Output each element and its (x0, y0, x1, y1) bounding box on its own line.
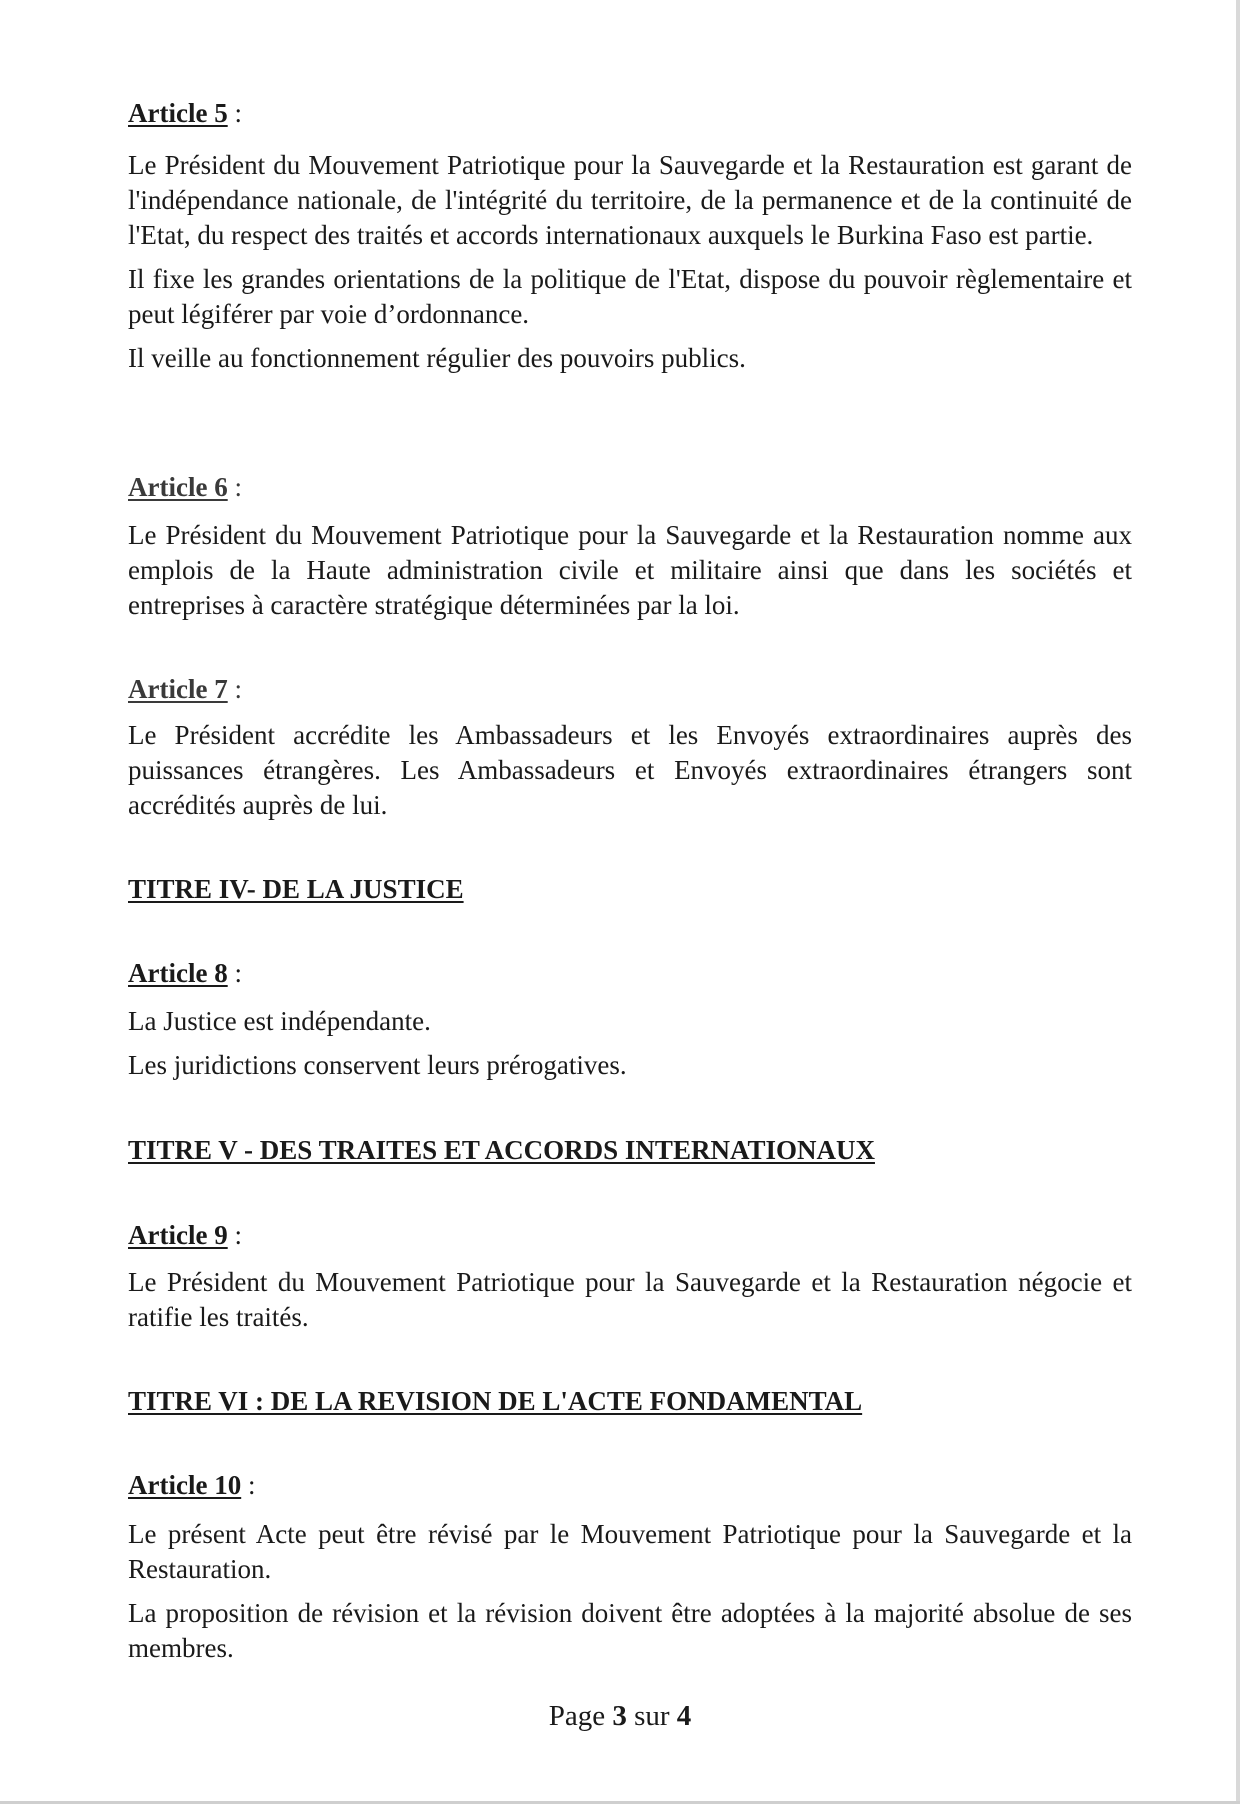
paragraph: Les juridictions conservent leurs prérogatives. (128, 1050, 627, 1080)
article-10-heading (128, 1468, 1132, 1502)
article-8-body (128, 1004, 1132, 1083)
page-total: 4 (676, 1700, 692, 1732)
article-label: Article 7 (128, 674, 228, 704)
article-colon: : (227, 958, 242, 988)
article-9-body (128, 1265, 1132, 1335)
article-9-heading (128, 1218, 1132, 1252)
paragraph: Le présent Acte peut être révisé par le Mouvement Patriotique pour la Sauvegarde et la Restauration. (128, 1519, 1132, 1584)
article-6-heading (128, 470, 1132, 504)
page-number (0, 1700, 1240, 1733)
article-6-body (128, 518, 1132, 623)
article-label: Article 5 (128, 98, 228, 128)
paragraph: La Justice est indépendante. (128, 1006, 431, 1036)
article-7-body (128, 718, 1132, 823)
paragraph: Le Président du Mouvement Patriotique pour la Sauvegarde et la Restauration est garant de l'indépendance nationale, de l'intégrité du territoire, de la permanence et de la continuité de l'Etat, du respect des traités et accords internationaux auxquels le Burkina Faso est partie. (128, 150, 1132, 250)
titre-vi-heading: TITRE VI : DE LA REVISION DE L'ACTE FONDAMENTAL (128, 1386, 863, 1416)
article-colon: : (227, 98, 242, 128)
article-5-heading (128, 96, 1132, 130)
article-10-body (128, 1517, 1132, 1666)
article-5-body (128, 148, 1132, 376)
article-label: Article 6 (128, 472, 228, 502)
paragraph: La proposition de révision et la révision doivent être adoptées à la majorité absolue de ses membres. (128, 1598, 1132, 1663)
article-label: Article 9 (128, 1220, 228, 1250)
page-middle: sur (626, 1700, 677, 1732)
titre-v-heading: TITRE V - DES TRAITES ET ACCORDS INTERNATIONAUX (128, 1135, 875, 1165)
page-prefix: Page (548, 1700, 613, 1732)
article-label: Article 8 (128, 958, 228, 988)
article-8-heading (128, 956, 1132, 990)
article-colon: : (227, 472, 242, 502)
paragraph: Le Président du Mouvement Patriotique pour la Sauvegarde et la Restauration négocie et ratifie les traités. (128, 1267, 1132, 1332)
article-colon: : (241, 1470, 256, 1500)
paragraph: Il fixe les grandes orientations de la politique de l'Etat, dispose du pouvoir règlementaire et peut légiférer par voie d’ordonnance. (128, 264, 1132, 329)
paragraph: Il veille au fonctionnement régulier des pouvoirs publics. (128, 343, 746, 373)
article-label: Article 10 (128, 1470, 242, 1500)
scan-edge-right (1236, 0, 1240, 1804)
article-7-heading (128, 672, 1132, 706)
paragraph: Le Président du Mouvement Patriotique pour la Sauvegarde et la Restauration nomme aux emplois de la Haute administration civile et militaire ainsi que dans les sociétés et entreprises à caractère stratégique déterminées par la loi. (128, 520, 1132, 620)
page-current: 3 (612, 1700, 627, 1732)
article-colon: : (227, 1220, 242, 1250)
article-colon: : (227, 674, 242, 704)
paragraph: Le Président accrédite les Ambassadeurs et les Envoyés extraordinaires auprès des puissances étrangères. Les Ambassadeurs et Envoyés extraordinaires étrangers sont accrédités auprès de lui. (128, 720, 1132, 820)
titre-iv-heading: TITRE IV- DE LA JUSTICE (128, 874, 464, 904)
